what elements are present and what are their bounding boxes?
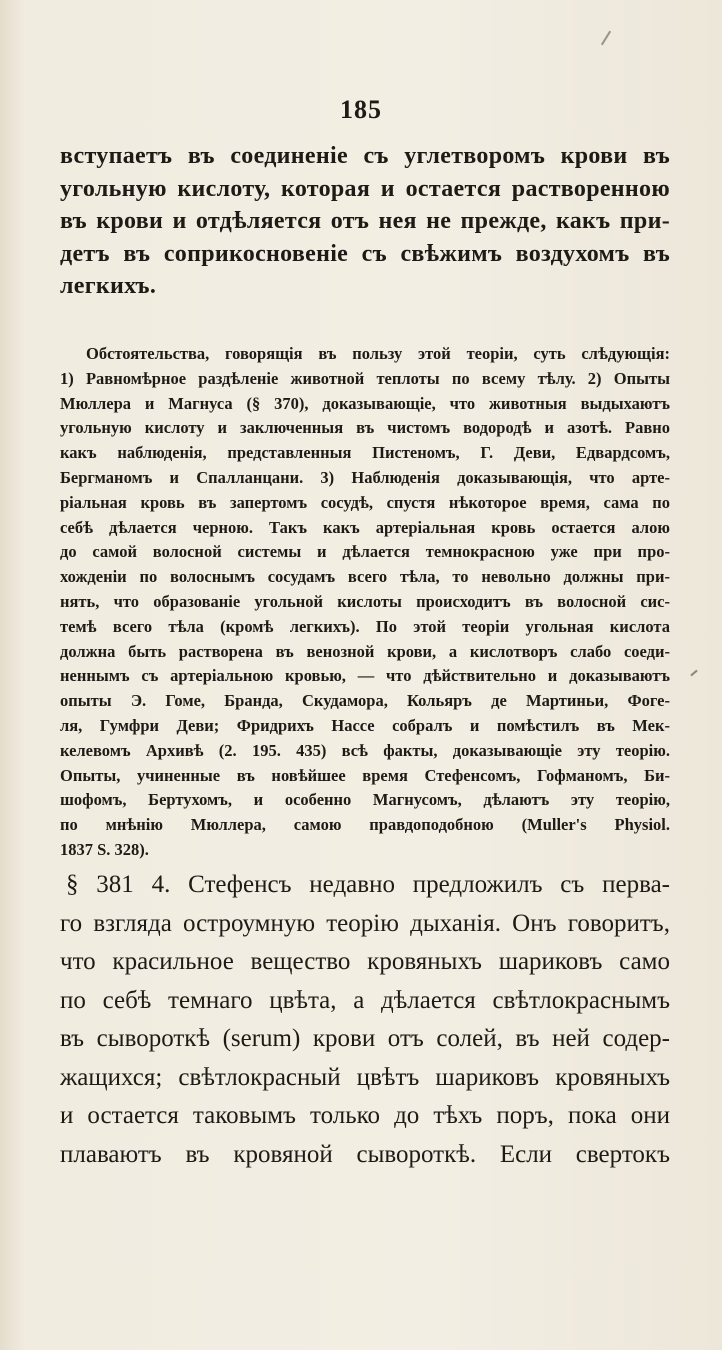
text-line: угольную кислоту и заключенныя въ чистомъ водородѣ и азотѣ. Равно [60,418,670,438]
text-line: келевомъ Архивѣ (2. 195. 435) всѣ факты, доказывающіе эту теорію. [60,740,670,760]
pencil-mark [601,31,611,46]
small-print-paragraph [60,342,670,863]
text-line: опыты Э. Гоме, Бранда, Скудамора, Кольяръ де Мартиньи, Фоге- [60,691,670,711]
text-line: детъ въ соприкосновеніе съ свѣжимъ воздухомъ въ [60,240,670,267]
text-line: Опыты, учиненные въ новѣйшее время Стефенсомъ, Гофманомъ, Би- [60,765,670,785]
text-line: § 381 4. Стефенсъ недавно предложилъ съ перва- [66,871,670,898]
text-line: шофомъ, Бертухомъ, и особенно Магнусомъ, дѣлаютъ эту теорію, [60,790,670,810]
text-line: себѣ дѣлается черною. Такъ какъ артеріальная кровь остается алою [60,517,670,537]
text-line: ля, Гумфри Деви; Фридрихъ Нассе собралъ и помѣстилъ въ Мек- [60,715,670,735]
text-line: хожденіи по волоснымъ сосудамъ всего тѣла, то невольно должны при- [60,567,670,587]
text-line: въ крови и отдѣляется отъ нея не прежде, какъ при- [60,208,670,234]
text-line: по мнѣнію Мюллера, самою правдоподобною (Muller's Physiol. [60,815,670,835]
margin-mark [690,670,697,677]
text-line: го взгляда остроумную теорію дыханія. Онъ говоритъ, [60,909,670,937]
text-line: жащихся; свѣтлокрасный цвѣтъ шариковъ кровяныхъ [60,1063,670,1091]
text-line: Обстоятельства, говорящія въ пользу этой теоріи, суть слѣдующія: [86,344,670,363]
text-line: какъ наблюденія, представленныя Пистеномъ, Г. Деви, Едвардсомъ, [60,443,670,463]
text-line: нять, что образованіе угольной кислоты происходитъ въ волосной сис- [60,591,670,611]
text-line: что красильное вещество кровяныхъ шариковъ само [60,948,670,975]
text-line: ріальная кровь въ запертомъ сосудѣ, спустя нѣкоторое время, сама по [60,492,670,512]
lead-paragraph [60,140,670,303]
text-line: темѣ всего тѣла (кромѣ легкихъ). По этой теоріи угольная кислота [60,616,670,636]
section-paragraph [60,866,670,1174]
text-line: и остается таковымъ только до тѣхъ поръ, пока они [60,1102,670,1129]
text-line: Бергманомъ и Спалланцани. 3) Наблюденія доказывающія, что арте- [60,467,670,487]
page-number: 185 [340,95,382,124]
text-line: должна быть растворена въ венозной крови, а кислотворъ слабо соеди- [60,641,670,661]
text-line: легкихъ. [60,273,157,299]
text-line: неннымъ съ артеріальною кровью, — что дѣйствительно и доказываютъ [60,666,670,686]
text-line: въ сывороткѣ (serum) крови отъ солей, въ ней содер- [60,1025,670,1052]
text-line: по себѣ темнаго цвѣта, а дѣлается свѣтлокраснымъ [60,986,670,1014]
text-line: плаваютъ въ кровяной сывороткѣ. Если свертокъ [60,1140,670,1168]
text-line: Мюллера и Магнуса (§ 370), доказывающіе, что животныя выдыхаютъ [60,393,670,413]
text-line: угольную кислоту, которая и остается растворенною [60,175,670,202]
text-line: 1) Равномѣрное раздѣленіе животной теплоты по всему тѣлу. 2) Опыты [60,368,670,388]
text-line: до самой волосной системы и дѣлается темнокрасною уже при про- [60,542,670,562]
text-line: 1837 S. 328). [60,839,149,859]
text-line: вступаетъ въ соединеніе съ углетворомъ крови въ [60,143,670,169]
